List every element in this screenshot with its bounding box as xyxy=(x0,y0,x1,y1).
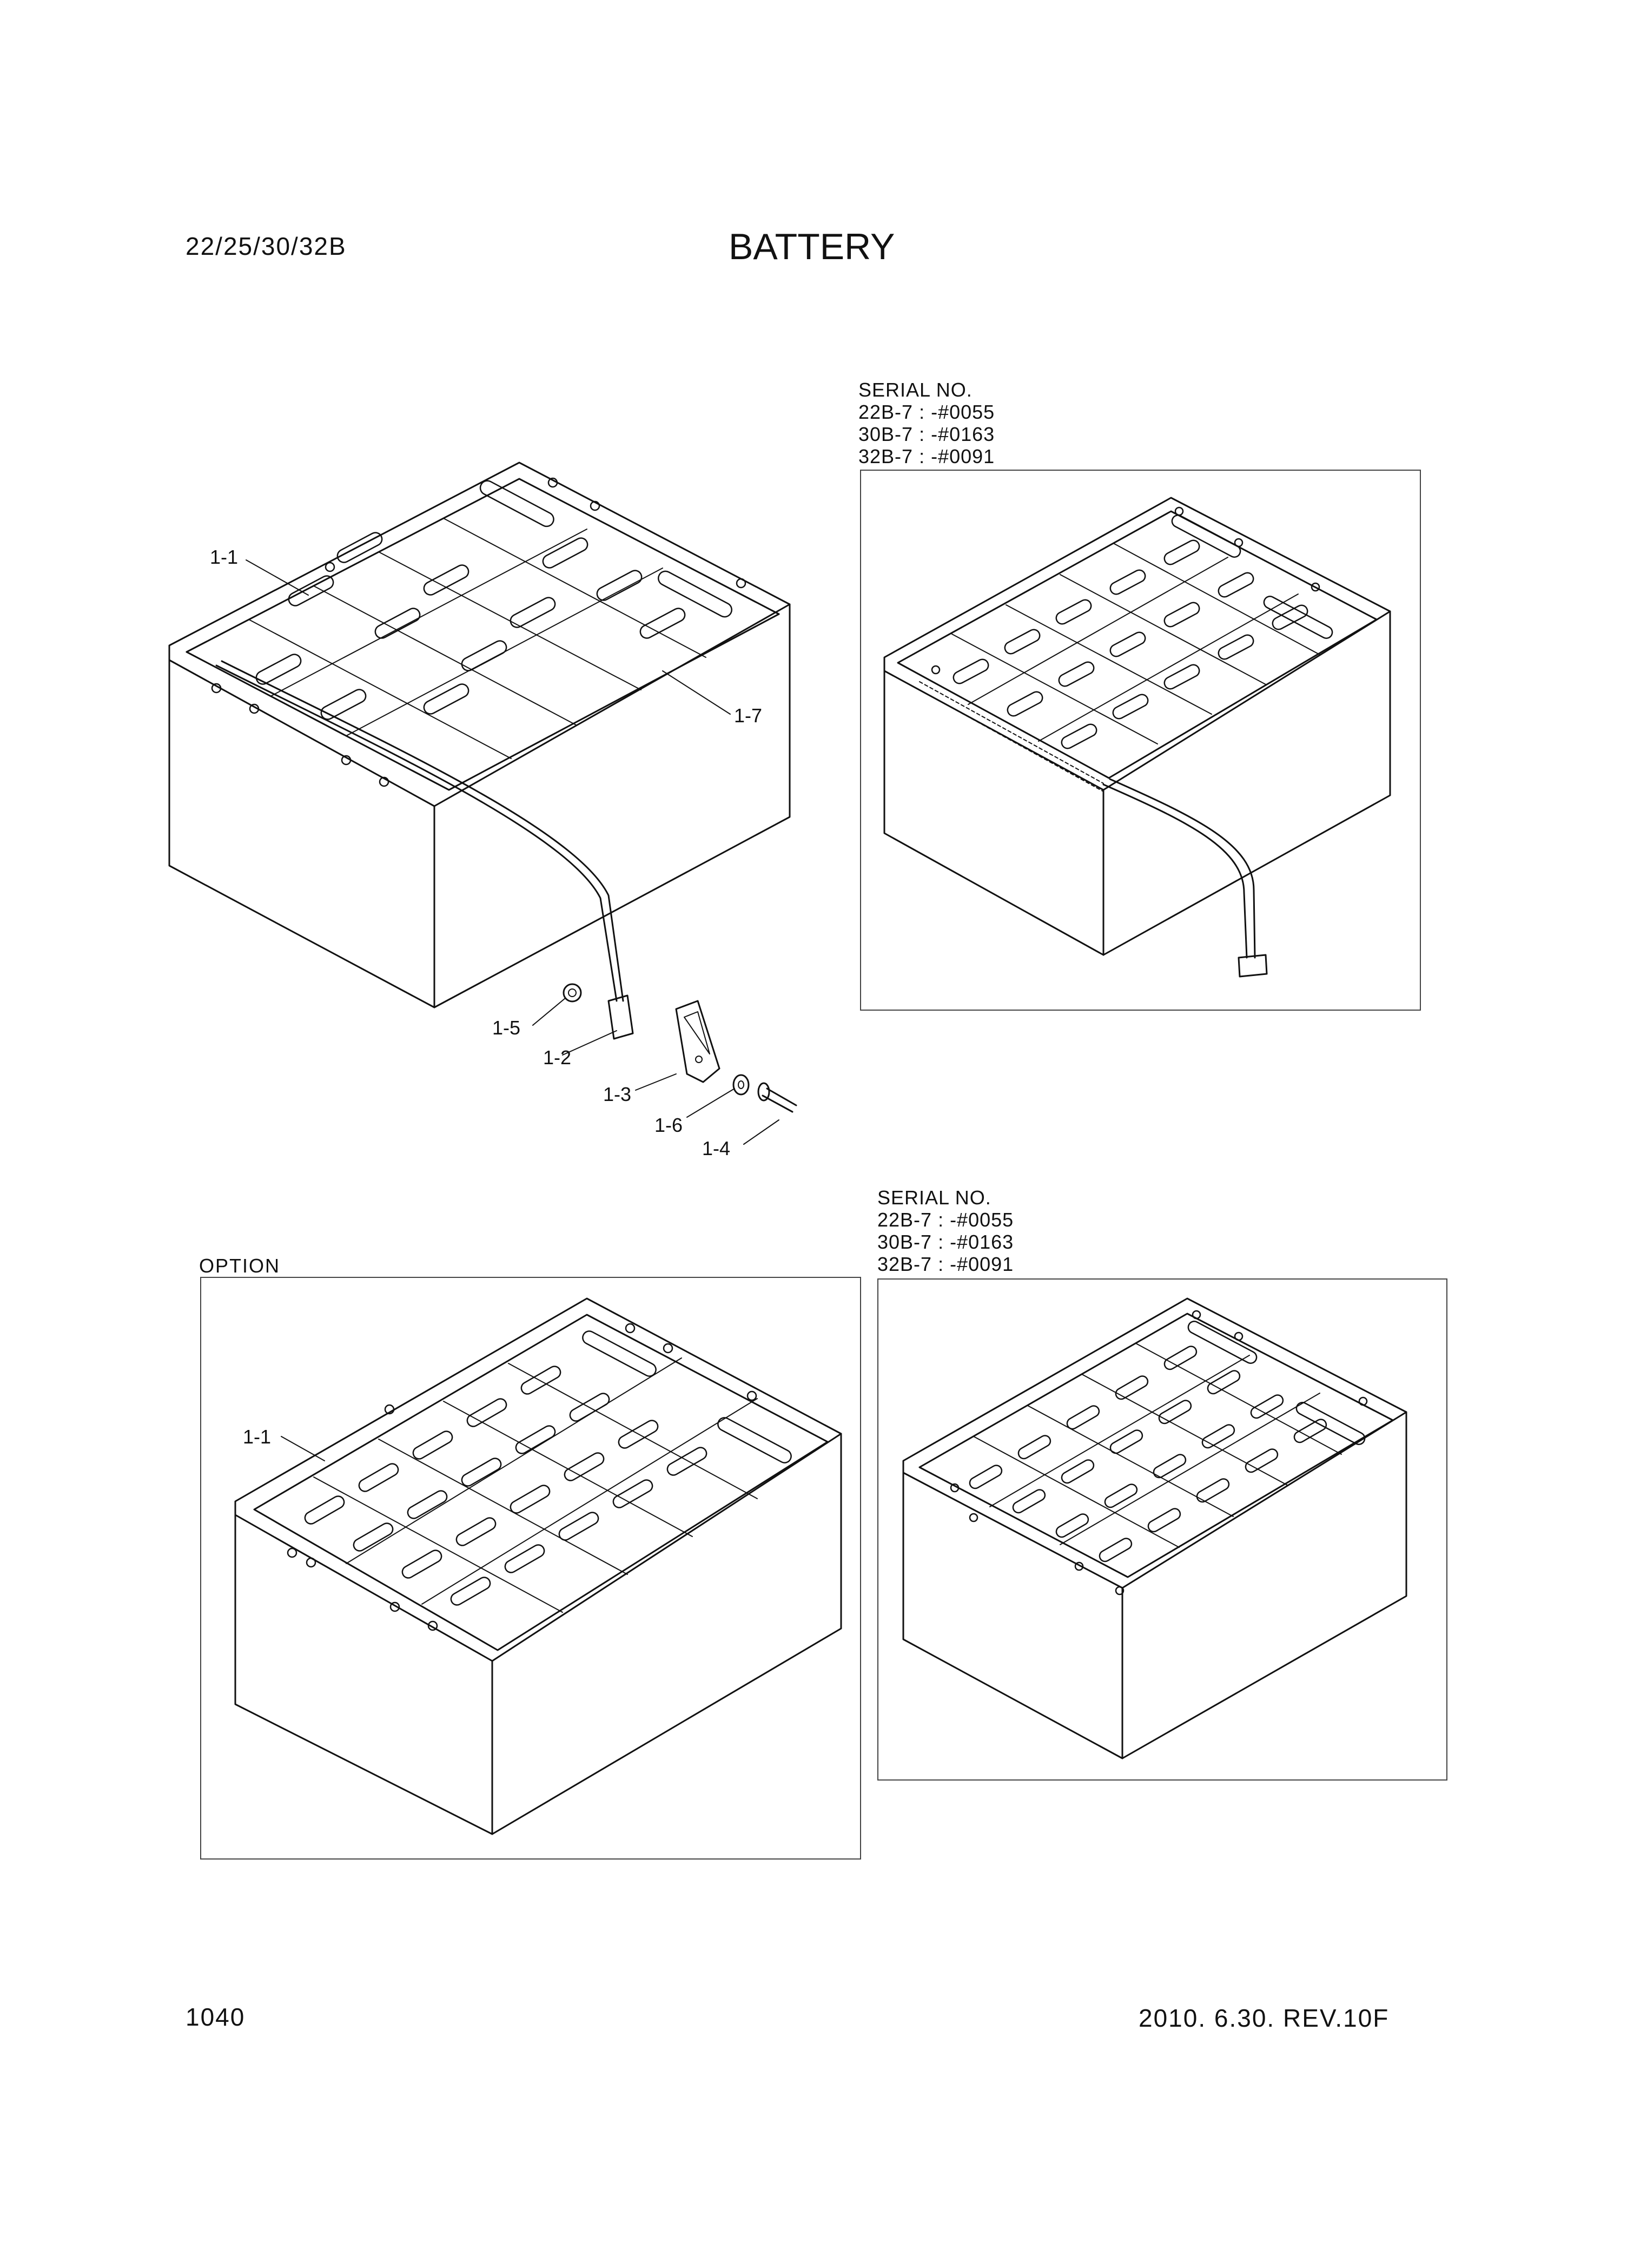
callout-option-1-1: 1-1 xyxy=(243,1426,272,1448)
serial-battery-drawing-top xyxy=(884,498,1390,977)
callout-1-1: 1-1 xyxy=(210,546,239,568)
date-revision: 2010. 6.30. REV.10F xyxy=(1139,2004,1390,2032)
callout-1-3: 1-3 xyxy=(603,1083,632,1105)
serial-battery-drawing-bottom xyxy=(903,1298,1406,1758)
serial-line: 22B-7 : -#0055 xyxy=(877,1209,1014,1231)
serial-heading: SERIAL NO. xyxy=(877,1186,991,1209)
main-battery-drawing xyxy=(169,463,796,1144)
option-label: OPTION xyxy=(199,1255,281,1277)
serial-line: 30B-7 : -#0163 xyxy=(877,1231,1014,1253)
callout-1-2: 1-2 xyxy=(543,1046,572,1069)
serial-heading: SERIAL NO. xyxy=(858,379,973,401)
model-code: 22/25/30/32B xyxy=(186,232,347,260)
callout-1-7: 1-7 xyxy=(734,704,763,727)
serial-line: 22B-7 : -#0055 xyxy=(858,401,995,423)
serial-line: 30B-7 : -#0163 xyxy=(858,423,995,445)
serial-line: 32B-7 : -#0091 xyxy=(877,1253,1014,1275)
page-number: 1040 xyxy=(186,2003,246,2031)
callout-1-5: 1-5 xyxy=(492,1017,521,1039)
option-battery-drawing xyxy=(235,1298,841,1834)
page-title: BATTERY xyxy=(729,226,895,267)
callout-1-4: 1-4 xyxy=(702,1137,731,1159)
callout-1-6: 1-6 xyxy=(654,1114,683,1136)
serial-line: 32B-7 : -#0091 xyxy=(858,445,995,467)
